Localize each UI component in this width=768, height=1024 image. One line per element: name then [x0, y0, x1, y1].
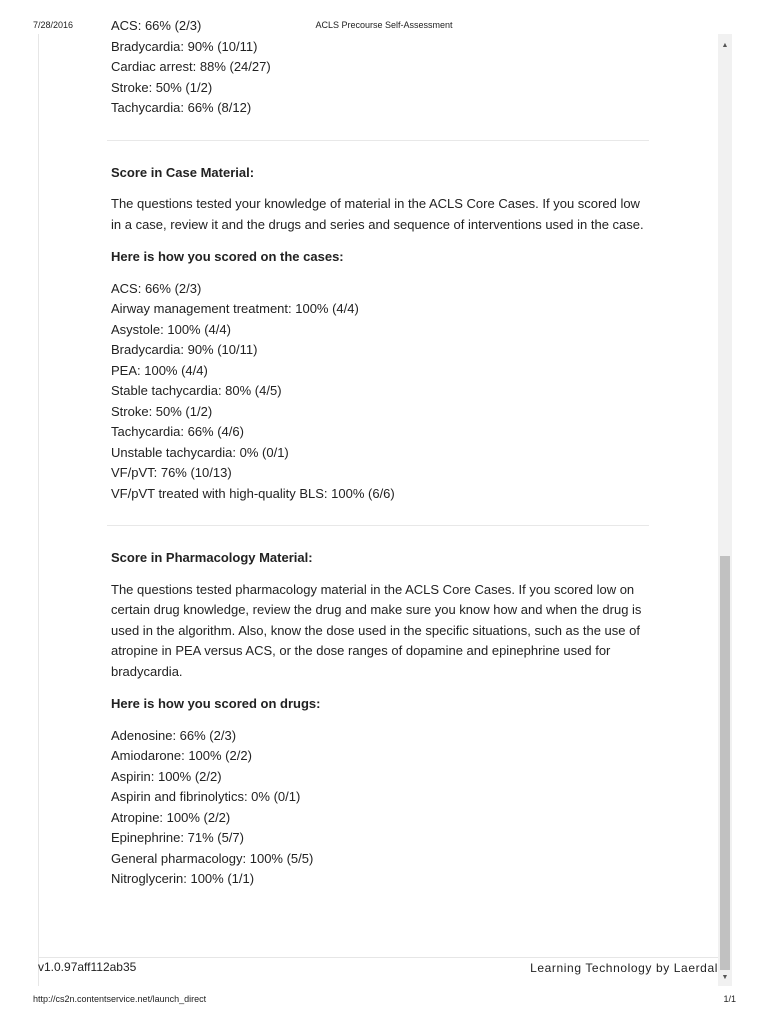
print-date: 7/28/2016 — [33, 20, 74, 30]
case-section-title: Score in Case Material: — [111, 164, 255, 180]
list-item: Aspirin: 100% (2/2) — [111, 768, 222, 784]
list-item: Tachycardia: 66% (8/12) — [111, 100, 252, 115]
list-item: Asystole: 100% (4/4) — [111, 321, 231, 337]
section-divider — [107, 525, 649, 526]
pharm-section-description: The questions tested pharmacology material in the ACLS Core Cases. If you scored low on certain drug knowledge, review the drug and make sure you know how and when the drug is used in the algorithm. Also, know the dose used in the specific situations, such as the use of atropine in PEA versus ACS, or the dose ranges of dopamine and epinephrine used for bradycardia. — [111, 581, 642, 679]
version-label: v1.0.97aff112ab35 — [38, 960, 137, 974]
list-item: Nitroglycerin: 100% (1/1) — [111, 871, 255, 886]
list-item: Cardiac arrest: 88% (24/27) — [111, 59, 271, 74]
print-title: ACLS Precourse Self-Assessment — [315, 20, 453, 30]
pharm-section-subtitle: Here is how you scored on drugs: — [111, 696, 321, 711]
list-item: Unstable tachycardia: 0% (0/1) — [111, 444, 289, 460]
case-section-subtitle: Here is how you scored on the cases: — [111, 249, 344, 264]
list-item: Adenosine: 66% (2/3) — [111, 727, 237, 743]
scrollbar-thumb[interactable] — [720, 556, 730, 970]
case-score-list — [111, 279, 645, 505]
scroll-down-arrow-icon[interactable]: ▼ — [721, 974, 729, 981]
list-item: PEA: 100% (4/4) — [111, 362, 208, 378]
list-item: VF/pVT: 76% (10/13) — [111, 465, 232, 480]
credit-label: Learning Technology by Laerdal — [530, 961, 718, 975]
list-item: Stable tachycardia: 80% (4/5) — [111, 383, 282, 398]
scroll-up-arrow-icon[interactable]: ▲ — [721, 42, 729, 49]
list-item: Bradycardia: 90% (10/11) — [111, 38, 258, 54]
list-item: Stroke: 50% (1/2) — [111, 403, 213, 419]
list-item: General pharmacology: 100% (5/5) — [111, 850, 314, 866]
section-divider — [107, 140, 649, 141]
list-item: Atropine: 100% (2/2) — [111, 809, 231, 825]
print-page-number: 1/1 — [723, 994, 736, 1004]
top-score-list — [111, 16, 645, 119]
list-item: VF/pVT treated with high-quality BLS: 100% (6/6) — [111, 485, 395, 501]
drug-score-list — [111, 726, 645, 890]
vertical-scrollbar[interactable] — [718, 34, 732, 986]
print-url: http://cs2n.contentservice.net/launch_direct — [33, 994, 207, 1004]
list-item: Amiodarone: 100% (2/2) — [111, 748, 252, 763]
case-section-description: The questions tested your knowledge of material in the ACLS Core Cases. If you scored low in a case, review it and the drugs and series and sequence of interventions used in the case. — [111, 196, 644, 232]
assessment-content — [111, 16, 645, 890]
list-item: Epinephrine: 71% (5/7) — [111, 830, 244, 845]
list-item: Airway management treatment: 100% (4/4) — [111, 301, 359, 316]
list-item: ACS: 66% (2/3) — [111, 280, 202, 296]
pharm-section-title: Score in Pharmacology Material: — [111, 550, 313, 565]
list-item: Bradycardia: 90% (10/11) — [111, 342, 258, 357]
list-item: ACS: 66% (2/3) — [111, 18, 202, 33]
list-item: Tachycardia: 66% (4/6) — [111, 424, 244, 439]
list-item: Stroke: 50% (1/2) — [111, 79, 213, 95]
footer-divider — [38, 957, 718, 958]
list-item: Aspirin and fibrinolytics: 0% (0/1) — [111, 789, 301, 804]
